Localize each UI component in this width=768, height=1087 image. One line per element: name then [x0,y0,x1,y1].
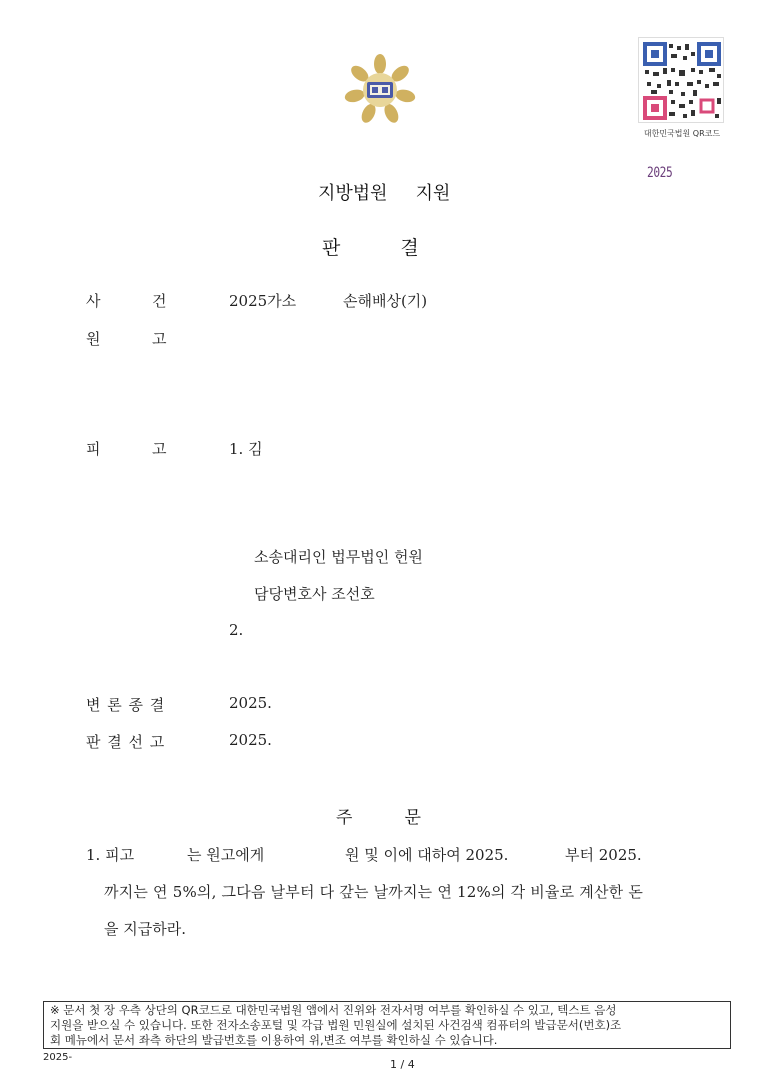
court-name-part1: 지방법원 [318,183,388,204]
order-line1-c: 원 및 이에 대하여 2025. [345,846,509,864]
court-emblem-icon [342,52,418,128]
order-heading: 주 문 [336,808,421,828]
counsel: 소송대리인 법무법인 헌원 [254,548,423,566]
title-char-1: 판 [322,237,341,259]
order-line1-b: 는 원고에게 [187,846,265,864]
order-line2: 까지는 연 5%의, 그다음 날부터 다 갚는 날까지는 연 12%의 각 비율로 계산한 돈 [104,883,644,901]
qr-caption: 대한민국법원 QR코드 [643,129,721,138]
attorney: 담당변호사 조선호 [254,585,375,603]
order-line1-a: 1. 피고 [86,846,135,864]
qr-code [638,37,724,123]
order-line1-d: 부터 2025. [565,846,642,864]
case-name: 손해배상(기) [343,292,428,310]
defendant-2: 2. [229,621,244,639]
document-title [322,233,419,260]
page-number: 1 / 4 [390,1058,415,1071]
notice-line-3: 회 메뉴에서 문서 좌측 하단의 발급번호를 이용하여 위,변조 여부를 확인하실 수 있습니다. [50,1033,498,1047]
court-name [318,179,450,205]
judgment-date: 2025. [229,731,272,749]
closing-label: 변 론 종 결 [86,696,166,714]
court-name-part2: 지원 [415,183,451,204]
notice-line-1: ※ 문서 첫 장 우측 상단의 QR코드로 대한민국법원 앱에서 진위와 전자서명 여부를 확인하실 수 있고, 텍스트 음성 [50,1003,617,1017]
qr-pattern-icon [639,38,725,124]
order-line3: 을 지급하라. [104,920,186,938]
closing-date: 2025. [229,694,272,712]
judgment-label: 판 결 선 고 [86,733,166,751]
verification-notice [43,1001,731,1049]
case-number: 2025가소 [229,292,297,310]
stamp-year: 2025 [647,165,673,181]
title-char-2: 결 [400,237,419,259]
defendant-1: 1. 김 [229,440,263,458]
issue-number: 2025- [43,1052,73,1063]
notice-line-2: 지원을 받으실 수 있습니다. 또한 전자소송포털 및 각급 법원 민원실에 설치된 사건검색 컴퓨터의 발급문서(번호)조 [50,1018,622,1032]
